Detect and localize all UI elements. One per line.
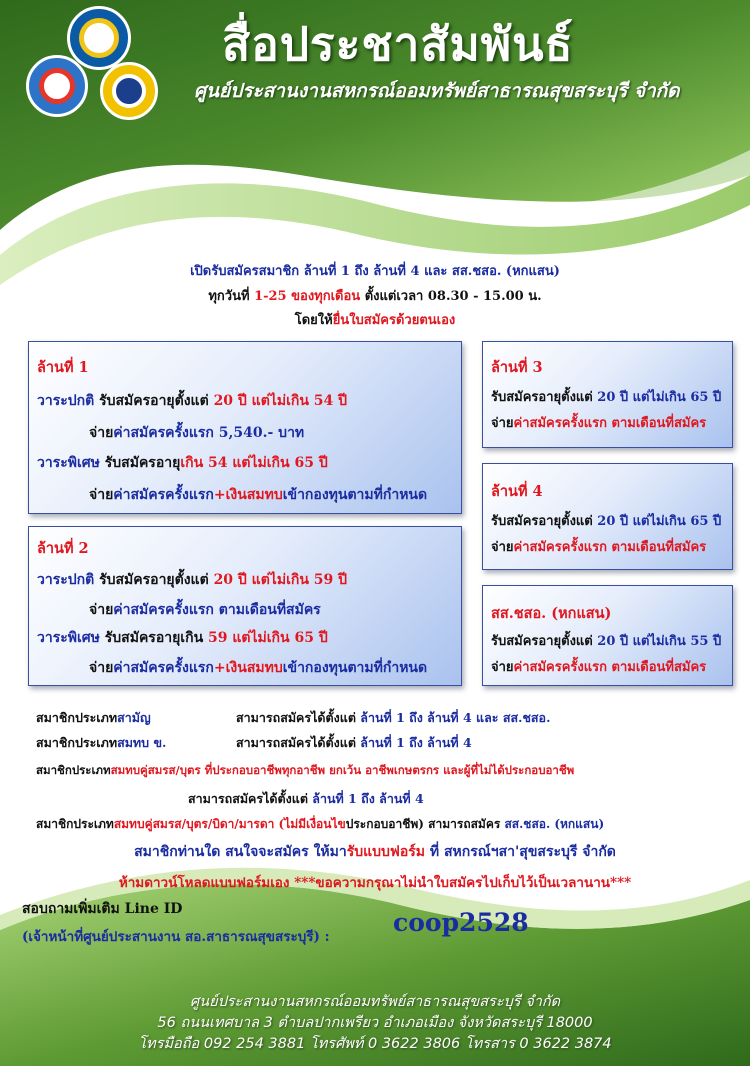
box-million-1-row-2: จ่ายค่าสมัครครั้งแรก 5,540.- บาท [89, 425, 305, 441]
box-million-4-row-1: รับสมัครอายุตั้งแต่ 20 ปี แต่ไม่เกิน 65 ปี [491, 514, 722, 529]
member-type-associate-b-eligibility: สามารถสมัครได้ตั้งแต่ ล้านที่ 1 ถึง ล้านที่ 4 [236, 735, 472, 750]
footer-phone: โทรมือถือ 092 254 3881 โทรศัพท์ 0 3622 3806 โทรสาร 0 3622 3874 [138, 1036, 612, 1052]
intro-line-3-a: โดยให้ [294, 313, 333, 328]
intro-line-2 [0, 285, 750, 306]
box-million-4-row-2: จ่ายค่าสมัครครั้งแรก ตามเดือนที่สมัคร [491, 540, 707, 555]
box-million-4 [482, 463, 733, 570]
intro-line-3 [0, 309, 750, 330]
box-million-1-row-3: วาระพิเศษ รับสมัครอายุเกิน 54 แต่ไม่เกิน 65 ปี [37, 455, 328, 471]
box-million-1 [28, 341, 462, 514]
box-million-2-row-3: วาระพิเศษ รับสมัครอายุเกิน 59 แต่ไม่เกิน 65 ปี [37, 630, 328, 646]
box-million-2-row-2: จ่ายค่าสมัครครั้งแรก ตามเดือนที่สมัคร [89, 602, 321, 618]
notice-apply: สมาชิกท่านใด สนใจจะสมัคร ให้มารับแบบฟอร์ม ที่ สหกรณ์ฯสา'สุขสระบุรี จำกัด [134, 844, 616, 860]
health-logo [26, 55, 88, 117]
box-million-1-row-1: วาระปกติ รับสมัครอายุตั้งแต่ 20 ปี แต่ไม่เกิน 54 ปี [37, 393, 348, 409]
page-subtitle: ศูนย์ประสานงานสหกรณ์ออมทรัพย์สาธารณสุขสระบุรี จำกัด [194, 80, 680, 102]
notice-no-download: ห้ามดาวน์โหลดแบบฟอร์มเอง ***ขอความกรุณาไม่นำใบสมัครไปเก็บไว้เป็นเวลานาน*** [118, 875, 632, 891]
box-million-2-head: ล้านที่ 2 [37, 540, 89, 557]
contact-label-1: สอบถามเพิ่มเติม Line ID [22, 901, 183, 917]
intro-line-2-a: ทุกวันที่ [208, 289, 255, 304]
box-million-2-row-4: จ่ายค่าสมัครครั้งแรก+เงินสมทบเข้ากองทุนตามที่กำหนด [89, 660, 428, 676]
footer-org: ศูนย์ประสานงานสหกรณ์ออมทรัพย์สาธารณสุขสระบุรี จำกัด [189, 994, 561, 1010]
contact-label-2: (เจ้าหน้าที่ศูนย์ประสานงาน สอ.สาธารณสุขสระบุรี) : [22, 929, 330, 945]
line-id[interactable]: coop2528 [393, 908, 529, 937]
box-sor-chor-sor-row-2: จ่ายค่าสมัครครั้งแรก ตามเดือนที่สมัคร [491, 660, 707, 675]
box-million-1-row-4: จ่ายค่าสมัครครั้งแรก+เงินสมทบเข้ากองทุนตามที่กำหนด [89, 487, 428, 503]
box-million-3-row-1: รับสมัครอายุตั้งแต่ 20 ปี แต่ไม่เกิน 65 ปี [491, 390, 722, 405]
intro-line-1: เปิดรับสมัครสมาชิก ล้านที่ 1 ถึง ล้านที่ 4 และ สส.ชสอ. (หกแสน) [190, 264, 560, 279]
intro-line-2-b: 1-25 ของทุกเดือน [254, 289, 361, 304]
member-type-regular-eligibility: สามารถสมัครได้ตั้งแต่ ล้านที่ 1 ถึง ล้านที่ 4 และ สส.ชสอ. [236, 710, 551, 725]
intro-line-3-b: ยื่นใบสมัครด้วยตนเอง [332, 313, 456, 328]
box-million-2 [28, 526, 462, 686]
footer-address: 56 ถนนเทศบาล 3 ตำบลปากเพรียว อำเภอเมือง จังหวัดสระบุรี 18000 [157, 1015, 593, 1031]
federation-logo [100, 62, 158, 120]
box-sor-chor-sor [482, 585, 733, 686]
member-type-spouse-child: สมาชิกประเภทสมทบคู่สมรส/บุตร ที่ประกอบอาชีพทุกอาชีพ ยกเว้น อาชีพเกษตรกร และผู้ที่ไม่ได้ประกอบอาชีพ [36, 763, 575, 777]
box-million-4-head: ล้านที่ 4 [491, 483, 543, 500]
box-million-1-head: ล้านที่ 1 [37, 359, 89, 376]
member-type-spouse-child-eligibility: สามารถสมัครได้ตั้งแต่ ล้านที่ 1 ถึง ล้านที่ 4 [188, 791, 424, 806]
box-million-2-row-1: วาระปกติ รับสมัครอายุตั้งแต่ 20 ปี แต่ไม่เกิน 59 ปี [37, 572, 348, 588]
box-sor-chor-sor-row-1: รับสมัครอายุตั้งแต่ 20 ปี แต่ไม่เกิน 55 ปี [491, 634, 722, 649]
box-million-3-row-2: จ่ายค่าสมัครครั้งแรก ตามเดือนที่สมัคร [491, 416, 707, 431]
member-type-family: สมาชิกประเภทสมทบคู่สมรส/บุตร/บิดา/มารดา (ไม่มีเงื่อนไขประกอบอาชีพ) สามารถสมัคร สส.ชสอ. (หกแสน) [36, 817, 605, 831]
box-million-3-head: ล้านที่ 3 [491, 359, 543, 376]
box-million-3 [482, 341, 733, 448]
coop-logo-blue [67, 6, 131, 70]
member-type-associate-b: สมาชิกประเภทสมทบ ข. [36, 735, 167, 750]
intro-line-2-c: ตั้งแต่เวลา 08.30 - 15.00 น. [360, 289, 542, 304]
page-title: สื่อประชาสัมพันธ์ [222, 17, 574, 71]
member-type-regular: สมาชิกประเภทสามัญ [36, 710, 151, 725]
box-sor-chor-sor-head: สส.ชสอ. (หกแสน) [491, 605, 612, 622]
